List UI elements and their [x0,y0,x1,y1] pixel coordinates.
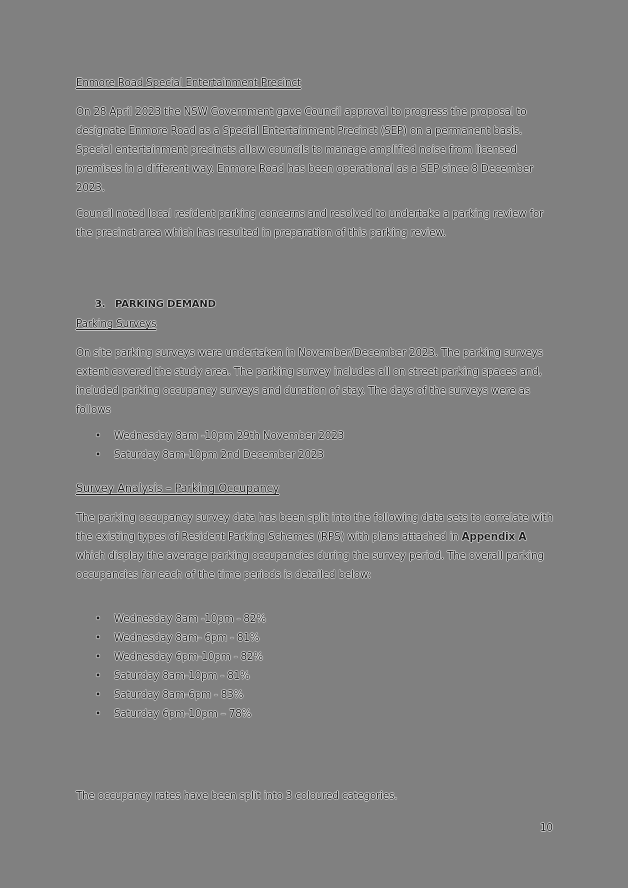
list-item [92,667,266,686]
subheading-survey-analysis: Survey Analysis – Parking Occupancy [76,482,280,495]
list-item-text: Saturday 8am-10pm - 81% [114,670,250,682]
list-item [92,427,344,446]
page-number: 10 [540,822,553,834]
list-item-text: Saturday 6pm-10pm – 78% [114,708,252,720]
section-3-heading [95,299,216,310]
paragraph-text: The parking occupancy survey data has been split into the following data sets to correlate with the existing types of Resident Parking Schemes (RPS) with plans attached in [76,512,553,543]
bullet-icon: • [95,430,101,442]
bullet-icon: • [95,670,101,682]
bullet-icon: • [95,689,101,701]
list-item-text: Wednesday 8am- 6pm - 81% [114,632,260,644]
paragraph-council-parking-concerns: Council noted local resident parking concerns and resolved to undertake a parking review for the precinct area which has resulted in preparation of this parking review. [76,208,544,239]
list-item [92,686,266,705]
bullet-icon: • [95,708,101,720]
paragraph-sep-approval: On 28 April 2023 the NSW Government gave Council approval to progress the proposal to designate Enmore Road as a Special Entertainment Precinct (SEP) on a permanent basis. Special entertainment precincts allow councils to manage amplified noise from licensed premises in a different way. Enmore Road has been operational as a SEP since 8 December 2023. [76,106,534,194]
bullet-icon: • [95,632,101,644]
list-item [92,648,266,667]
paragraph-parking-surveys: On site parking surveys were undertaken in November/December 2023. The parking surveys extent covered the study area. The parking survey includes all on street parking spaces and, included parking occupancy surveys and duration of stay. The days of the surveys were as follows [76,347,543,416]
list-item [92,446,344,465]
section-number: 3. [95,299,106,310]
list-item-text: Wednesday 8am -10pm 29th November 2023 [114,430,344,442]
paragraph-text: which display the average parking occupancies during the survey period. The overall parking occupancies for each of the time periods is detailed below: [76,550,544,581]
bullet-icon: • [95,651,101,663]
subheading-parking-surveys: Parking Surveys [76,318,157,330]
list-item-text: Wednesday 6pm-10pm - 82% [114,651,263,663]
occupancy-list [92,610,266,724]
bullet-icon: • [95,449,101,461]
list-item-text: Saturday 8am-6pm - 83% [114,689,244,701]
paragraph-survey-analysis [76,509,554,585]
section-heading-enmore-road-sep: Enmore Road Special Entertainment Precinct [76,77,301,89]
list-item-text: Wednesday 8am -10pm - 82% [114,613,266,625]
list-item [92,629,266,648]
bullet-icon: • [95,613,101,625]
list-item [92,705,266,724]
survey-days-list [92,427,344,465]
list-item [92,610,266,629]
appendix-reference: Appendix A [461,531,527,543]
section-title: PARKING DEMAND [115,299,216,310]
paragraph-occupancy-categories: The occupancy rates have been split into 3 coloured categories. [76,790,398,802]
list-item-text: Saturday 8am-10pm 2nd December 2023 [114,449,324,461]
